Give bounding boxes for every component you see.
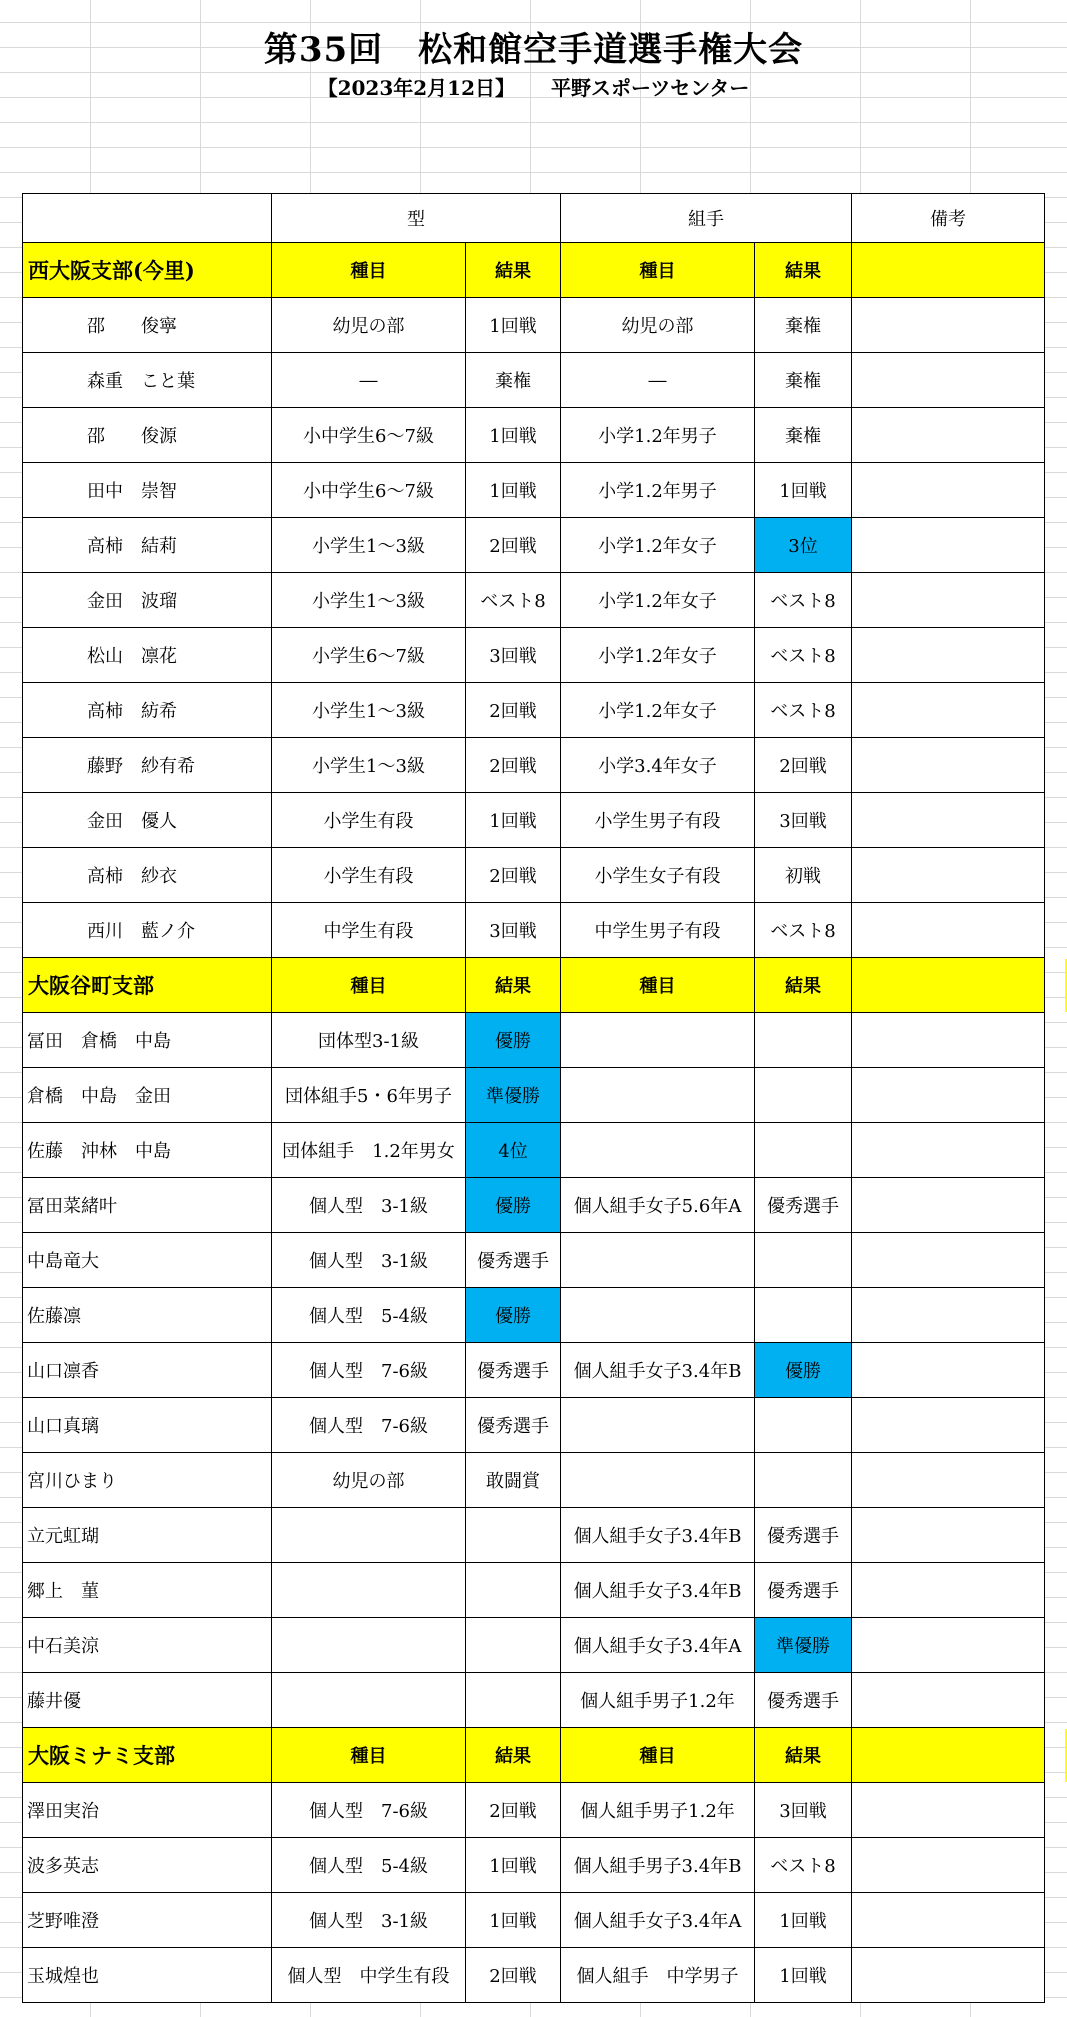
kata-result-cell: 優勝	[466, 1178, 561, 1233]
notes-cell	[852, 298, 1045, 353]
kumite-result-cell: 準優勝	[755, 1618, 852, 1673]
athlete-name: 松山 凛花	[23, 628, 272, 683]
kata-event-cell: 個人型 7-6級	[272, 1398, 466, 1453]
branch-name: 大阪ミナミ支部	[23, 1728, 272, 1783]
kata-result-cell	[466, 1563, 561, 1618]
kata-event-cell: 小中学生6～7級	[272, 408, 466, 463]
kumite-event-cell: 小学1.2年女子	[561, 518, 755, 573]
kata-event-cell: 団体組手5・6年男子	[272, 1068, 466, 1123]
kata-event-cell: 個人型 7-6級	[272, 1783, 466, 1838]
branch-header-row	[23, 1728, 1045, 1783]
notes-cell	[852, 1948, 1045, 2003]
kata-event-cell: 個人型 5-4級	[272, 1288, 466, 1343]
page-title: 第35回 松和館空手道選手権大会	[263, 30, 804, 70]
kumite-result-cell: 1回戦	[755, 463, 852, 518]
athlete-name: 中石美涼	[23, 1618, 272, 1673]
notes-cell	[852, 1838, 1045, 1893]
branch-notes-cell	[852, 243, 1045, 298]
table-row	[23, 848, 1045, 903]
notes-cell	[852, 463, 1045, 518]
column-label: 種目	[561, 958, 755, 1013]
kata-result-cell: ベスト8	[466, 573, 561, 628]
table-row	[23, 1068, 1045, 1123]
kumite-event-cell: 小学1.2年女子	[561, 628, 755, 683]
kumite-result-cell	[755, 1453, 852, 1508]
kumite-event-cell: 個人組手 中学男子	[561, 1948, 755, 2003]
table-row	[23, 1178, 1045, 1233]
table-row	[23, 1123, 1045, 1178]
table-row	[23, 1288, 1045, 1343]
athlete-name: 田中 崇智	[23, 463, 272, 518]
kumite-result-cell	[755, 1288, 852, 1343]
kata-result-cell: 3回戦	[466, 903, 561, 958]
column-label: 種目	[272, 1728, 466, 1783]
kata-result-cell: 2回戦	[466, 1783, 561, 1838]
kumite-result-cell: 優勝	[755, 1343, 852, 1398]
athlete-name: 冨田 倉橋 中島	[23, 1013, 272, 1068]
table-row	[23, 1343, 1045, 1398]
notes-cell	[852, 1783, 1045, 1838]
branch-name: 大阪谷町支部	[23, 958, 272, 1013]
notes-cell	[852, 683, 1045, 738]
notes-cell	[852, 1288, 1045, 1343]
branch-notes-cell	[852, 958, 1045, 1013]
table-row	[23, 1563, 1045, 1618]
kumite-result-cell: ベスト8	[755, 573, 852, 628]
table-row	[23, 298, 1045, 353]
kumite-event-cell	[561, 1068, 755, 1123]
table-header-row	[23, 194, 1045, 243]
kumite-event-cell: 小学3.4年女子	[561, 738, 755, 793]
table-row	[23, 793, 1045, 848]
column-label: 結果	[466, 243, 561, 298]
kumite-result-cell	[755, 1123, 852, 1178]
kumite-event-cell: 個人組手男子1.2年	[561, 1783, 755, 1838]
athlete-name: 佐藤 沖林 中島	[23, 1123, 272, 1178]
table-row	[23, 1783, 1045, 1838]
column-label: 種目	[272, 958, 466, 1013]
column-label: 種目	[561, 243, 755, 298]
kumite-event-cell: 小学1.2年男子	[561, 408, 755, 463]
column-label: 結果	[466, 958, 561, 1013]
kata-result-cell: 優勝	[466, 1288, 561, 1343]
notes-cell	[852, 1178, 1045, 1233]
athlete-name: 高柿 紗衣	[23, 848, 272, 903]
kata-event-cell: 幼児の部	[272, 1453, 466, 1508]
kata-result-cell: 1回戦	[466, 1838, 561, 1893]
table-row	[23, 628, 1045, 683]
kata-result-cell: 3回戦	[466, 628, 561, 683]
notes-cell	[852, 1618, 1045, 1673]
kata-result-cell: 2回戦	[466, 518, 561, 573]
kata-result-cell	[466, 1618, 561, 1673]
table-row	[23, 738, 1045, 793]
column-label: 種目	[272, 243, 466, 298]
athlete-name: 玉城煌也	[23, 1948, 272, 2003]
header-kumite: 組手	[561, 194, 852, 243]
kumite-result-cell	[755, 1233, 852, 1288]
column-label: 結果	[755, 243, 852, 298]
column-label: 結果	[755, 1728, 852, 1783]
athlete-name: 森重 こと葉	[23, 353, 272, 408]
kata-result-cell: 優秀選手	[466, 1233, 561, 1288]
notes-cell	[852, 1068, 1045, 1123]
athlete-name: 山口凛香	[23, 1343, 272, 1398]
notes-cell	[852, 738, 1045, 793]
kata-result-cell: 優勝	[466, 1013, 561, 1068]
kumite-result-cell: 棄権	[755, 408, 852, 463]
header-blank-cell	[23, 194, 272, 243]
athlete-name: 芝野唯澄	[23, 1893, 272, 1948]
athlete-name: 中島竜大	[23, 1233, 272, 1288]
kumite-event-cell: 個人組手女子3.4年B	[561, 1563, 755, 1618]
table-row	[23, 1893, 1045, 1948]
kumite-event-cell: 小学生女子有段	[561, 848, 755, 903]
kata-result-cell: 敢闘賞	[466, 1453, 561, 1508]
kumite-result-cell	[755, 1068, 852, 1123]
title-block	[0, 0, 1067, 150]
kata-event-cell: 小中学生6～7級	[272, 463, 466, 518]
kumite-event-cell: 個人組手女子3.4年A	[561, 1618, 755, 1673]
column-label: 種目	[561, 1728, 755, 1783]
kata-result-cell: 1回戦	[466, 793, 561, 848]
kata-event-cell	[272, 1508, 466, 1563]
kumite-event-cell	[561, 1288, 755, 1343]
kata-event-cell	[272, 1673, 466, 1728]
results-body	[23, 194, 1045, 2003]
kata-event-cell: 個人型 5-4級	[272, 1838, 466, 1893]
notes-cell	[852, 1123, 1045, 1178]
table-row	[23, 353, 1045, 408]
kata-event-cell: 小学生1～3級	[272, 573, 466, 628]
notes-cell	[852, 1398, 1045, 1453]
athlete-name: 藤野 紗有希	[23, 738, 272, 793]
kumite-result-cell: 優秀選手	[755, 1673, 852, 1728]
kumite-result-cell	[755, 1013, 852, 1068]
kumite-result-cell: 1回戦	[755, 1948, 852, 2003]
table-row	[23, 1838, 1045, 1893]
kumite-result-cell: 優秀選手	[755, 1563, 852, 1618]
kata-result-cell: 優秀選手	[466, 1343, 561, 1398]
notes-cell	[852, 628, 1045, 683]
kata-event-cell: 団体組手 1.2年男女	[272, 1123, 466, 1178]
kata-event-cell: 小学生1～3級	[272, 738, 466, 793]
event-venue: 平野スポーツセンター	[551, 76, 750, 100]
kata-event-cell: 団体型3-1級	[272, 1013, 466, 1068]
notes-cell	[852, 1343, 1045, 1398]
kata-event-cell: 小学生1～3級	[272, 518, 466, 573]
notes-cell	[852, 408, 1045, 463]
table-row	[23, 1948, 1045, 2003]
page-subtitle	[0, 72, 1067, 101]
kata-event-cell: 小学生1～3級	[272, 683, 466, 738]
kumite-result-cell: 3位	[755, 518, 852, 573]
notes-cell	[852, 1508, 1045, 1563]
kata-result-cell	[466, 1673, 561, 1728]
kumite-event-cell	[561, 1453, 755, 1508]
kata-result-cell: 2回戦	[466, 683, 561, 738]
table-row	[23, 573, 1045, 628]
notes-cell	[852, 573, 1045, 628]
notes-cell	[852, 1893, 1045, 1948]
athlete-name: 山口真璃	[23, 1398, 272, 1453]
kumite-event-cell: 個人組手女子3.4年B	[561, 1343, 755, 1398]
kumite-result-cell: 優秀選手	[755, 1178, 852, 1233]
kata-result-cell	[466, 1508, 561, 1563]
notes-cell	[852, 1563, 1045, 1618]
kumite-result-cell: ベスト8	[755, 628, 852, 683]
kumite-event-cell	[561, 1123, 755, 1178]
athlete-name: 倉橋 中島 金田	[23, 1068, 272, 1123]
kata-result-cell: 2回戦	[466, 1948, 561, 2003]
header-kata: 型	[272, 194, 561, 243]
table-row	[23, 683, 1045, 738]
kata-result-cell: 2回戦	[466, 848, 561, 903]
athlete-name: 西川 藍ノ介	[23, 903, 272, 958]
column-label: 結果	[755, 958, 852, 1013]
kumite-result-cell: 棄権	[755, 353, 852, 408]
table-row	[23, 1618, 1045, 1673]
athlete-name: 冨田菜緒叶	[23, 1178, 272, 1233]
kumite-event-cell: 個人組手女子3.4年A	[561, 1893, 755, 1948]
kumite-event-cell: 個人組手女子5.6年A	[561, 1178, 755, 1233]
kata-result-cell: 1回戦	[466, 298, 561, 353]
athlete-name: 澤田実治	[23, 1783, 272, 1838]
table-row	[23, 1673, 1045, 1728]
notes-cell	[852, 1453, 1045, 1508]
kata-event-cell: 中学生有段	[272, 903, 466, 958]
kata-event-cell: 小学生有段	[272, 793, 466, 848]
notes-cell	[852, 1233, 1045, 1288]
results-table	[22, 193, 1045, 2003]
kumite-result-cell: 棄権	[755, 298, 852, 353]
athlete-name: 佐藤凛	[23, 1288, 272, 1343]
athlete-name: 波多英志	[23, 1838, 272, 1893]
athlete-name: 金田 優人	[23, 793, 272, 848]
kumite-result-cell: 2回戦	[755, 738, 852, 793]
event-date: 【2023年2月12日】	[317, 76, 515, 100]
header-notes: 備考	[852, 194, 1045, 243]
kata-event-cell: 小学生有段	[272, 848, 466, 903]
athlete-name: 立元虹瑚	[23, 1508, 272, 1563]
column-label: 結果	[466, 1728, 561, 1783]
notes-cell	[852, 848, 1045, 903]
table-row	[23, 1508, 1045, 1563]
kumite-event-cell	[561, 1398, 755, 1453]
kumite-event-cell: 小学生男子有段	[561, 793, 755, 848]
kata-result-cell: 2回戦	[466, 738, 561, 793]
kumite-result-cell: 初戦	[755, 848, 852, 903]
kumite-result-cell: 優秀選手	[755, 1508, 852, 1563]
table-row	[23, 1453, 1045, 1508]
notes-cell	[852, 1013, 1045, 1068]
athlete-name: 邵 俊源	[23, 408, 272, 463]
kumite-result-cell: ベスト8	[755, 683, 852, 738]
branch-name: 西大阪支部(今里)	[23, 243, 272, 298]
kumite-event-cell: 幼児の部	[561, 298, 755, 353]
kata-result-cell: 優秀選手	[466, 1398, 561, 1453]
kata-event-cell: 個人型 3-1級	[272, 1178, 466, 1233]
kumite-event-cell: ―	[561, 353, 755, 408]
kumite-result-cell: ベスト8	[755, 1838, 852, 1893]
table-row	[23, 408, 1045, 463]
table-row	[23, 903, 1045, 958]
notes-cell	[852, 793, 1045, 848]
athlete-name: 郷上 菫	[23, 1563, 272, 1618]
table-row	[23, 518, 1045, 573]
kata-result-cell: 1回戦	[466, 1893, 561, 1948]
kumite-result-cell: 1回戦	[755, 1893, 852, 1948]
table-row	[23, 1233, 1045, 1288]
kata-event-cell: 個人型 3-1級	[272, 1893, 466, 1948]
notes-cell	[852, 353, 1045, 408]
kumite-event-cell: 個人組手男子3.4年B	[561, 1838, 755, 1893]
kata-event-cell: 個人型 7-6級	[272, 1343, 466, 1398]
kata-event-cell: 小学生6～7級	[272, 628, 466, 683]
kata-event-cell	[272, 1618, 466, 1673]
kata-event-cell: 個人型 中学生有段	[272, 1948, 466, 2003]
kata-result-cell: 1回戦	[466, 408, 561, 463]
kumite-event-cell: 小学1.2年女子	[561, 683, 755, 738]
athlete-name: 宮川ひまり	[23, 1453, 272, 1508]
kumite-event-cell	[561, 1013, 755, 1068]
kumite-result-cell: 3回戦	[755, 793, 852, 848]
athlete-name: 高柿 紡希	[23, 683, 272, 738]
notes-cell	[852, 903, 1045, 958]
kumite-event-cell: 個人組手女子3.4年B	[561, 1508, 755, 1563]
kata-result-cell: 準優勝	[466, 1068, 561, 1123]
kata-event-cell: 個人型 3-1級	[272, 1233, 466, 1288]
notes-cell	[852, 1673, 1045, 1728]
table-row	[23, 1013, 1045, 1068]
kata-event-cell	[272, 1563, 466, 1618]
kata-event-cell: ―	[272, 353, 466, 408]
kata-result-cell: 1回戦	[466, 463, 561, 518]
athlete-name: 高柿 結莉	[23, 518, 272, 573]
table-row	[23, 463, 1045, 518]
table-row	[23, 1398, 1045, 1453]
kumite-result-cell: 3回戦	[755, 1783, 852, 1838]
branch-header-row	[23, 243, 1045, 298]
kata-result-cell: 4位	[466, 1123, 561, 1178]
kumite-result-cell	[755, 1398, 852, 1453]
branch-header-row	[23, 958, 1045, 1013]
kumite-event-cell: 個人組手男子1.2年	[561, 1673, 755, 1728]
kata-event-cell: 幼児の部	[272, 298, 466, 353]
kumite-event-cell: 小学1.2年男子	[561, 463, 755, 518]
kata-result-cell: 棄権	[466, 353, 561, 408]
kumite-event-cell: 中学生男子有段	[561, 903, 755, 958]
kumite-event-cell: 小学1.2年女子	[561, 573, 755, 628]
kumite-event-cell	[561, 1233, 755, 1288]
athlete-name: 藤井優	[23, 1673, 272, 1728]
athlete-name: 邵 俊寧	[23, 298, 272, 353]
branch-notes-cell	[852, 1728, 1045, 1783]
athlete-name: 金田 波瑠	[23, 573, 272, 628]
kumite-result-cell: ベスト8	[755, 903, 852, 958]
notes-cell	[852, 518, 1045, 573]
